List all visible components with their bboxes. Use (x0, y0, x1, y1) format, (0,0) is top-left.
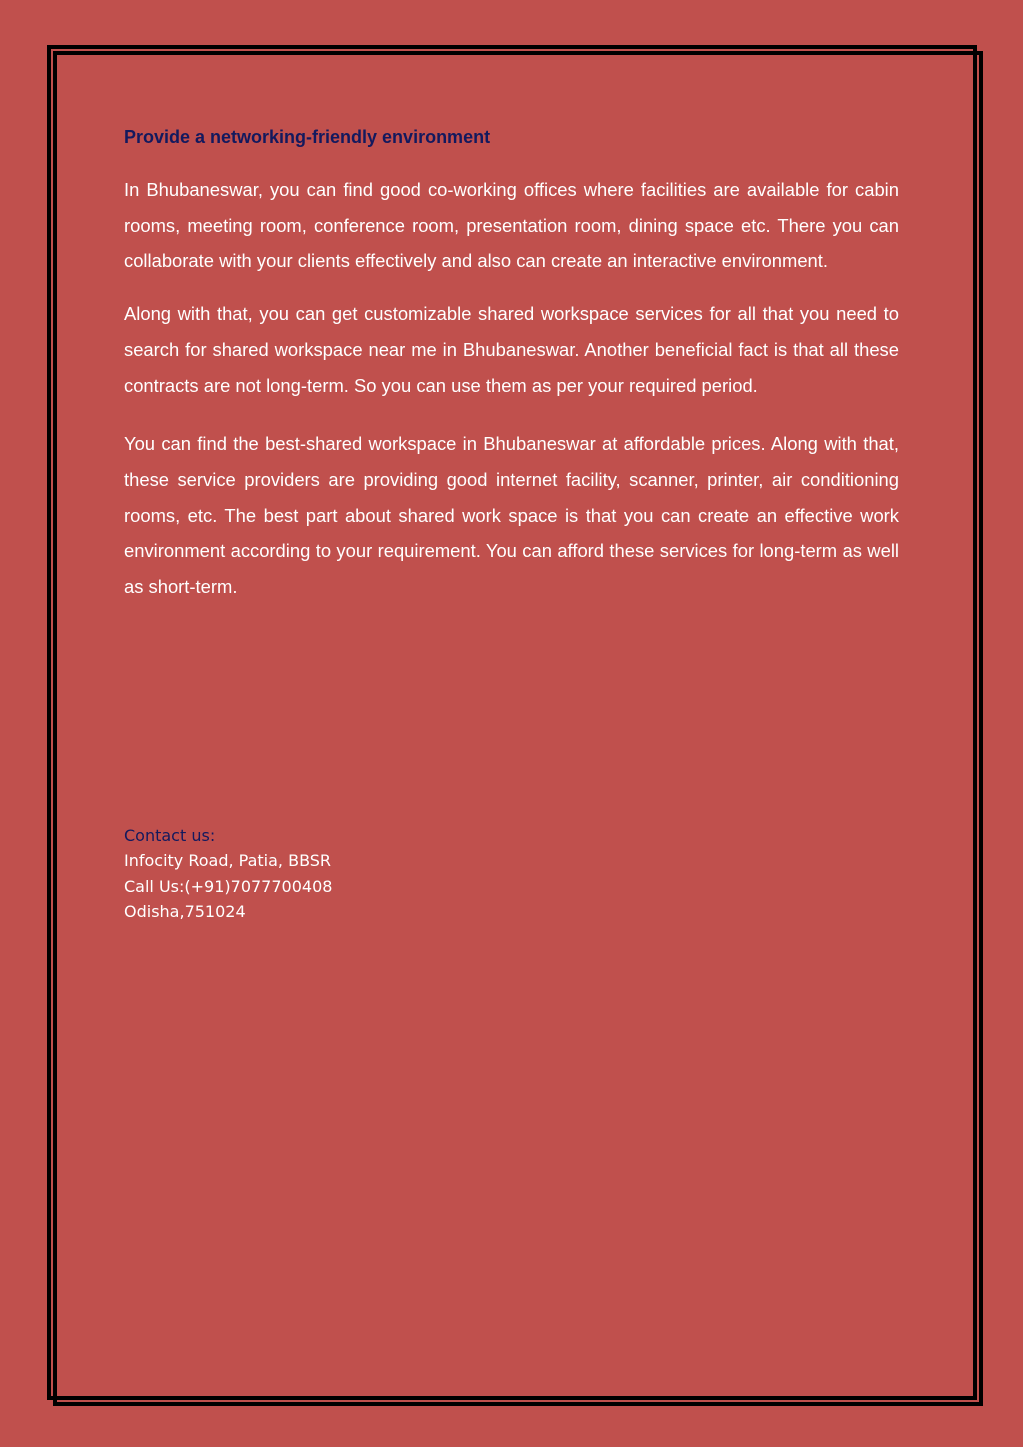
contact-title: Contact us: (124, 826, 216, 845)
section-heading: Provide a networking-friendly environment (124, 127, 491, 147)
paragraph-customizable-services: Along with that, you can get customizable shared workspace services for all that you need to search for shared workspace near me in Bhubaneswar. Another beneficial fact is that all these contracts are not long-term. So you can use them as per your required period. (124, 303, 899, 396)
article-body (124, 124, 899, 605)
paragraph-affordable-prices: You can find the best-shared workspace in Bhubaneswar at affordable prices. Along with that, these service providers are providing good internet facility, scanner, printer, air conditioning rooms, etc. The best part about shared work space is that you can create an effective work environment according to your requirement. You can afford these services for long-term as well as short-term. (124, 433, 899, 598)
contact-block (124, 823, 332, 924)
contact-region: Odisha,751024 (124, 901, 246, 921)
paragraph-coworking-offices: In Bhubaneswar, you can find good co-working offices where facilities are available for cabin rooms, meeting room, conference room, presentation room, dining space etc. There you can collaborate with your clients effectively and also can create an interactive environment. (124, 179, 899, 272)
contact-address: Infocity Road, Patia, BBSR (124, 851, 332, 871)
contact-phone: Call Us:(+91)7077700408 (124, 876, 333, 896)
